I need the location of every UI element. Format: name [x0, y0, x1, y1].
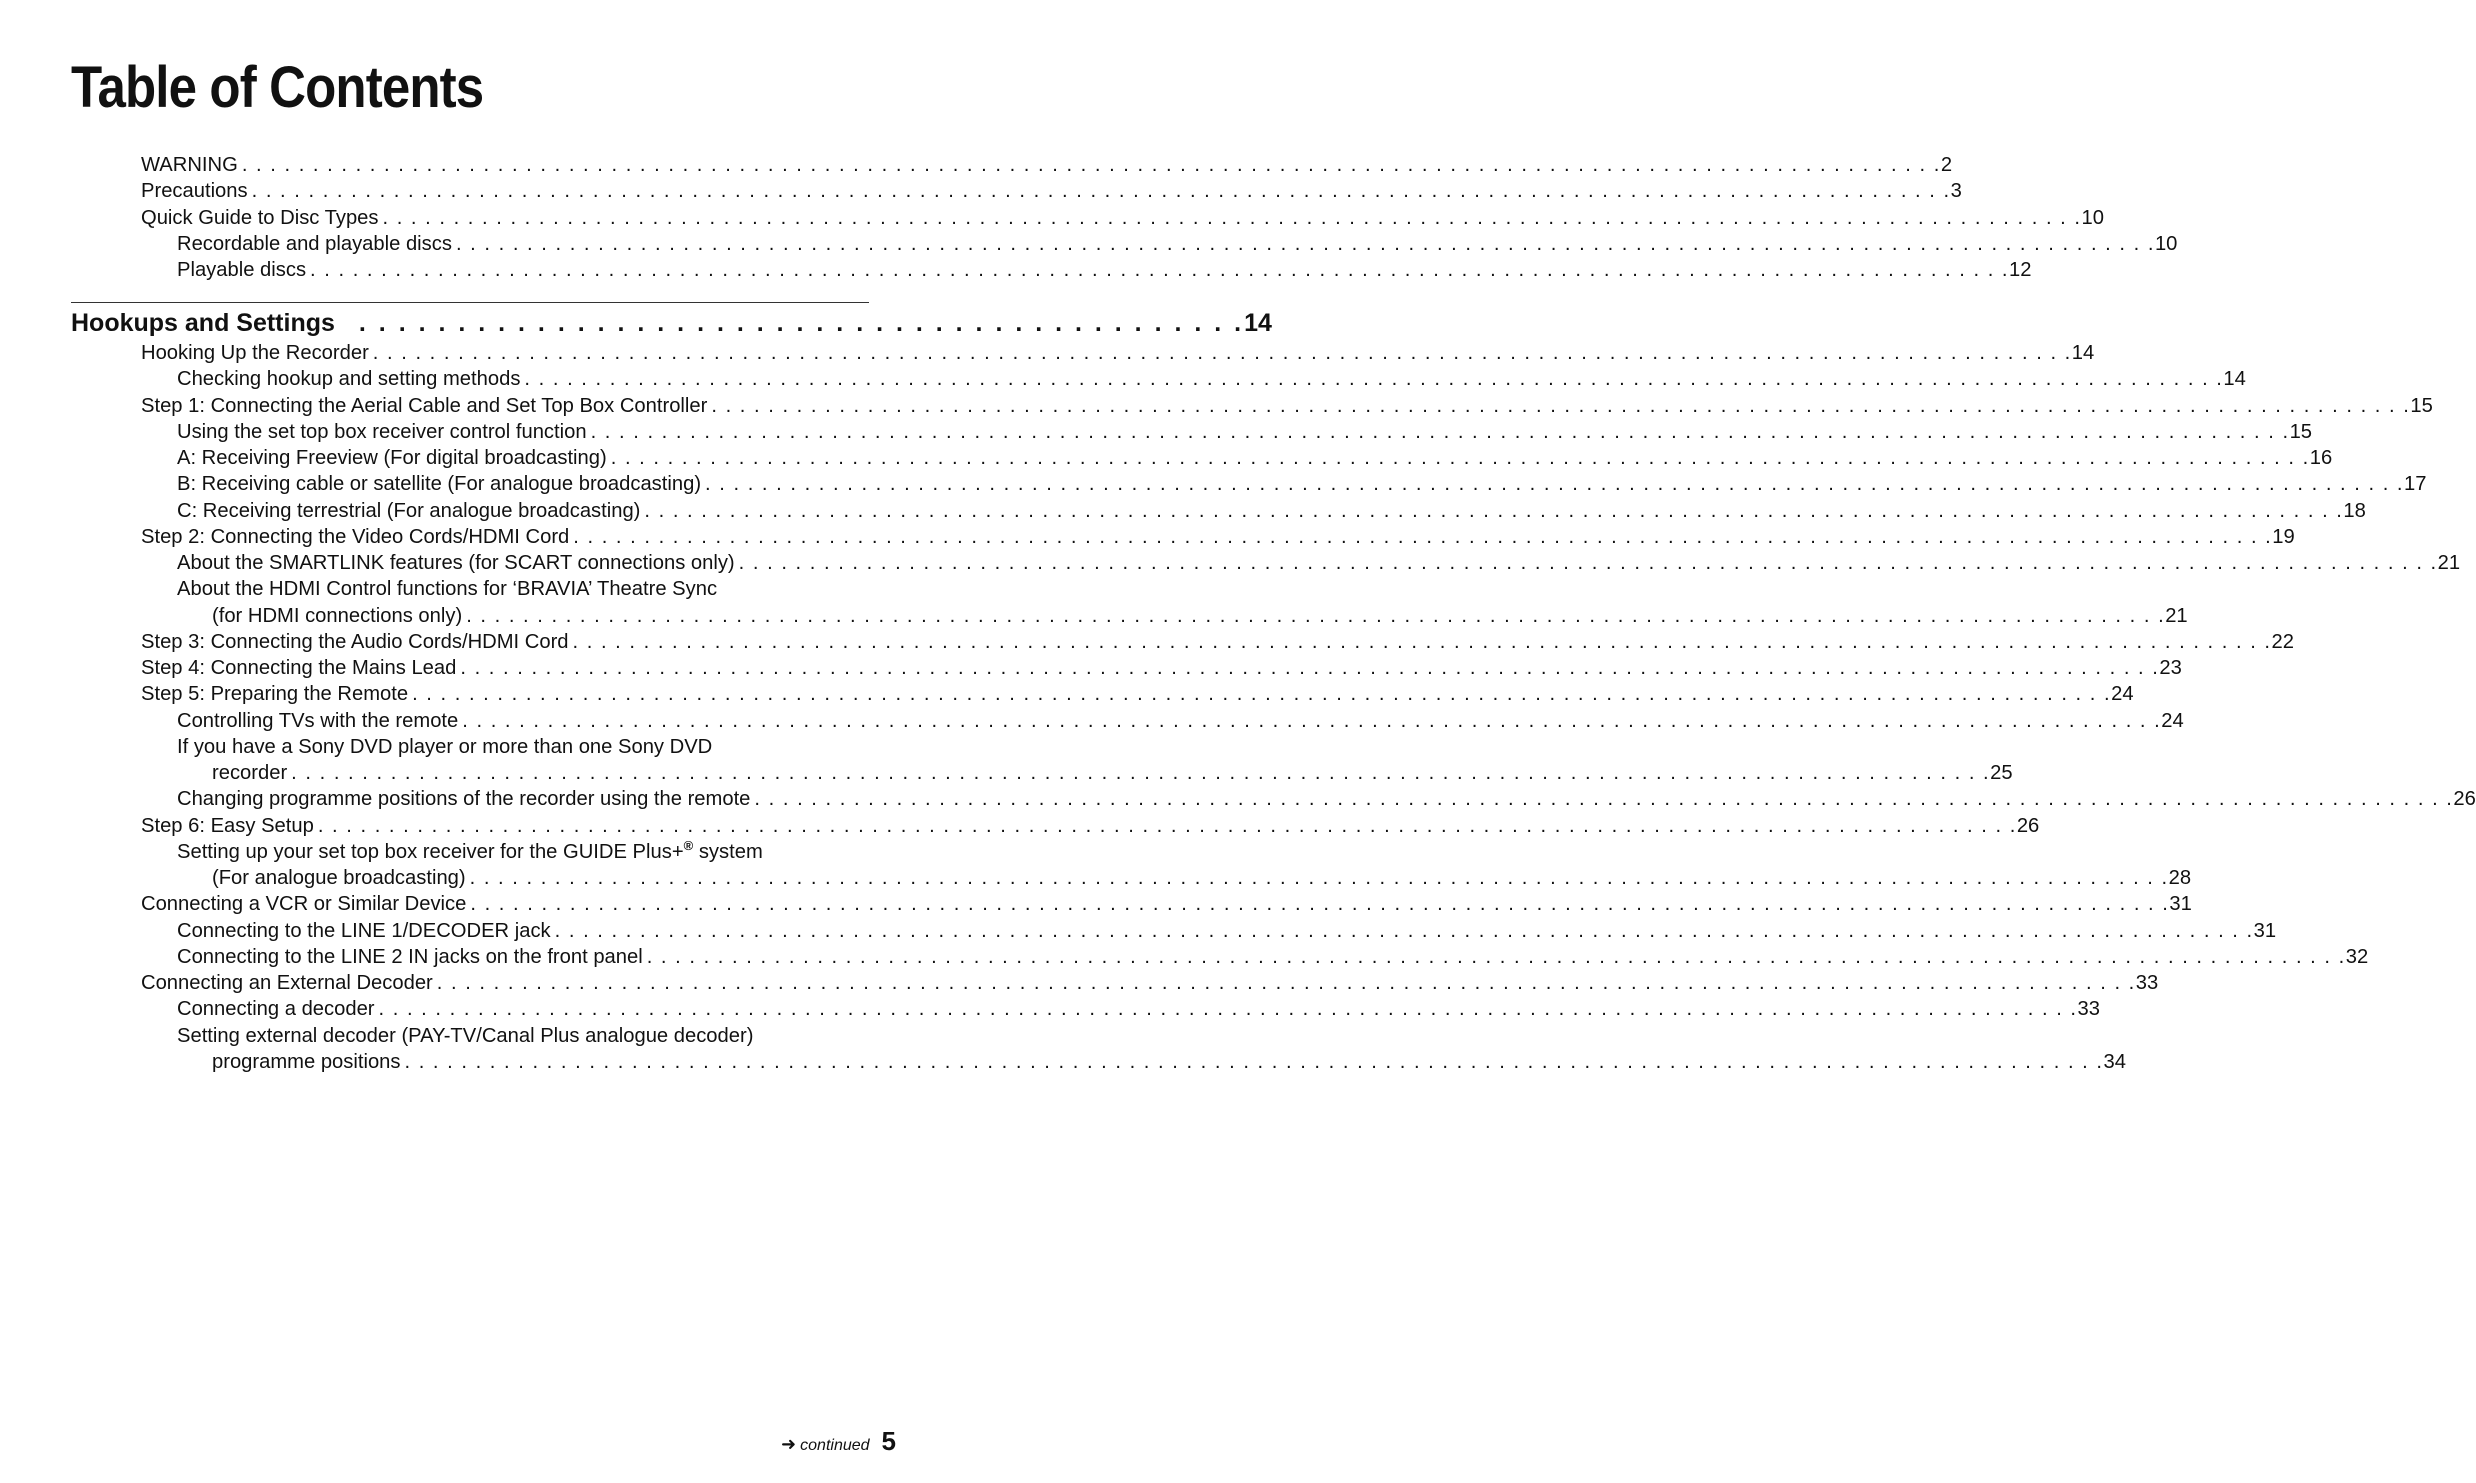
- toc-page-number: 15: [2410, 394, 2433, 417]
- toc-entry-label: [177, 498, 640, 524]
- leader-dots: . . . . . . . . . . . . . . . . . . . . . . . . . . . . . . . . . . . . . . . . . . . . . . . . . . . . . . . . . . . . . . . . . . . . . . . . . . . . . . . . . . . . . . . . . . . . . . . . . . . . . . . . . . . . . . . . . . . . . . . .: [554, 919, 2254, 942]
- toc-entry-label: [177, 786, 750, 812]
- toc-entry-label: [177, 1023, 753, 1049]
- toc-page-number: 23: [2159, 657, 2182, 679]
- toc-entry[interactable]: [177, 471, 2427, 497]
- toc-page-number: 14: [2223, 368, 2246, 391]
- toc-entry-label: [177, 471, 701, 497]
- toc-entry-text: Precautions: [141, 180, 248, 203]
- toc-page-number: 26: [2453, 788, 2476, 811]
- toc-entry-text: About the SMARTLINK features (for SCART connections only): [177, 552, 735, 574]
- toc-entry-text: Changing programme positions of the recorder using the remote: [177, 788, 751, 811]
- toc-entry[interactable]: [141, 340, 2095, 366]
- toc-entry-text: Quick Guide to Disc Types: [141, 206, 379, 229]
- toc-entry-label: [177, 918, 551, 944]
- toc-entry-label: [177, 996, 375, 1022]
- leader-dots: . . . . . . . . . . . . . . . . . . . . . . . . . . . . . . . . . . . . . . . . . . . . . . . . . . . . . . . . . . . . . . . . . . . . . . . . . . . . . . . . . . . . . . . . . . . . . . . . . . . . . . . . . . . . . . . . . . . . . . . .: [382, 206, 2082, 229]
- leader-dots: . . . . . . . . . . . . . . . . . . . . . . . . . . . . . . . . . . . . . . . . . . . . . . . . . . . . . . . . . . . . . . . . . . . . . . . . . . . . . . . . . . . . . . . . . . . . . . . . . . . . . . . . . . . . . . . . . . . . . . . .: [460, 657, 2160, 679]
- toc-entry[interactable]: [177, 944, 2369, 970]
- toc-entry-text: Step 5: Preparing the Remote: [141, 683, 409, 706]
- toc-entry[interactable]: [141, 891, 2192, 917]
- toc-entry[interactable]: [141, 970, 2159, 996]
- toc-entry-label: [177, 231, 452, 257]
- leader-dots: . . . . . . . . . . . . . . . . . . . . . . . . . . . . . . . . . . . . . . . . . . . . . . . . . . . . . . . . . . . . . . . . . . . . . . . . . . . . . . . . . . . . . . . . . . . . . . . . . . . . . . . . . . . . . . . . . . . . . . . .: [590, 420, 2290, 443]
- toc-entry-label: [177, 839, 763, 865]
- toc-entry-label: [141, 340, 369, 366]
- toc-page-number: 15: [2289, 420, 2313, 443]
- toc-entry[interactable]: [141, 629, 2294, 655]
- toc-entry-label: [141, 891, 466, 917]
- toc-entry[interactable]: [212, 603, 2188, 629]
- toc-entry-label: [141, 681, 408, 707]
- toc-page-number: 16: [2309, 447, 2333, 469]
- leader-dots: . . . . . . . . . . . . . . . . . . . . . . . . . . . . . . . . . . . . . . . . . . . . . . . . . . . . . . . . . . . . . . . . . . . . . . . . . . . . . . . . . . . . . . . . . . . . . . . . . . . . . . . . . . . . . . . . . . . . . . . .: [436, 972, 2136, 994]
- toc-entry-label: [177, 708, 458, 734]
- toc-entry[interactable]: [177, 576, 717, 602]
- toc-entry-text: About the HDMI Control functions for ‘BRAVIA’ Theatre Sync: [177, 578, 718, 601]
- toc-entry[interactable]: [177, 366, 2246, 392]
- toc-entry-label: [212, 760, 287, 786]
- leader-dots: . . . . . . . . . . . . . . . . . . . . . . . . . . . . . . . . . . . . . . . . . . . . . . . . . . . . . . . . . . . . . . . . . . . . . . . . . . . . . . . . . . . . . . . . . . . . . . . . . . . . . . . . . . . . . . . . . . . . . . . .: [738, 552, 2438, 574]
- toc-entry-text: Using the set top box receiver control function: [177, 420, 587, 443]
- toc-page-number: 28: [2168, 867, 2192, 889]
- leader-dots: . . . . . . . . . . . . . . . . . . . . . . . . . . . . . . . . . . . . . . . . . . . . . . . . . . . . . . . . . . . . . . . . . . . . . . . . . . . . . . . . . . . . . . . . . . . . . . . . . . . . . . . . . . . . . . . . . . . . . . . .: [310, 259, 2010, 282]
- toc-entry-label: [141, 813, 314, 839]
- toc-entry-text: Setting external decoder (PAY-TV/Canal Plus analogue decoder): [177, 1024, 754, 1047]
- leader-dots: . . . . . . . . . . . . . . . . . . . . . . . . . . . . . . . . . . . . . . . . . . . . . . . . . . . . . . . . . . . . . . . . . . . . . . . . . . . . . . . . . . . . . . . . . . . . . . . . . . . . . . . . . . . . . . . . . . . . . . . .: [378, 998, 2078, 1021]
- toc-page-number: 24: [2111, 683, 2134, 706]
- leader-dots: . . . . . . . . . . . . . . . . . . . . . . . . . . . . . . . . . . . . . . . . . . . . . . . . . . . . . . . . . . . . . . . . . . . . . . . . . . . . . . . . . . . . . . . . . . . . . . . . . . . . . . . . . . . . . . . . . . . . . . . .: [646, 945, 2346, 968]
- toc-entry-text: Recordable and playable discs: [177, 232, 452, 255]
- leader-dots: . . . . . . . . . . . . . . . . . . . . . . . . . . . . . . . . . . . . . . . . . . . . . . . . . . . . . . . . . . . . . . . . . . . . . . . . . . . . . . . . . . . . . . . . . . . . . . . . . . . . . . . . . . . . . . . . . . . . . . . .: [644, 499, 2344, 522]
- toc-page-number: 31: [2169, 893, 2192, 916]
- leader-dots: . . . . . . . . . . . . . . . . . . . . . . . . . . . . . . . . . . . . . . . . . . . . . . . . . . . . . . . . . . . . . . . . . . . . . . . . . . . . . . . . . . . . . . . . . . . . . . . . . . . . . . . . . . . . . . . . . . . . . . . .: [469, 867, 2169, 889]
- toc-entry[interactable]: [212, 1049, 2126, 1075]
- leader-dots: . . . . . . . . . . . . . . . . . . . . . . . . . . . . . . . . . . . . . . . . . . . . . . . . . . . . . . . . . . . . . . . . . . . . . . . . . . . . . . . . . . . . . . . . . . . . . . . . . . . . . . . . . . . . . . . . . . . . . . . .: [241, 154, 1941, 176]
- leader-dots: . . . . . . . . . . . . . . . . . . . . . . . . . . . . . . . . . . . . . . . . . . . . . . . . . . . . . . . . . . . . . . . . . . . . . . . . . . . . . . . . . . . . . . . . . . . . . . . . . . . . . . . . . . . . . . . . . . . . . . . .: [470, 893, 2170, 916]
- toc-entry-label: [212, 865, 466, 891]
- toc-entry[interactable]: [177, 839, 763, 865]
- toc-entry-label: [177, 419, 587, 445]
- toc-page-number: 22: [2271, 630, 2294, 653]
- toc-entry-label: [141, 393, 707, 419]
- leader-dots: . . . . . . . . . . . . . . . . . . . . . . . . . . . . . . . . . . . . . . . . . . . . . . . . . . . . . . . . . . . . . . . . . . . . . . . . . . . . . . . . . . . . . . . . . . . . . . . . . . . . . . . . . . . . . . . . . . . . . . . .: [572, 630, 2272, 653]
- toc-page-number: 21: [2165, 604, 2188, 627]
- toc-entry-label: [177, 734, 712, 760]
- toc-page-number: 12: [2009, 259, 2032, 282]
- toc-entry[interactable]: [177, 708, 2184, 734]
- leader-dots: . . . . . . . . . . . . . . . . . . . . . . . . . . . . . . . . . . . . . . . . . . . . . . . . . . . . . . . . . . . . . . . . . . . . . . . . . . . . . . . . . . . . . . . . . . . . . . . . . . . . . . . . . . . . . . . . . . . . . . . .: [291, 762, 1991, 784]
- toc-entry-text: Step 3: Connecting the Audio Cords/HDMI Cord: [141, 630, 569, 653]
- toc-entry-text: C: Receiving terrestrial (For analogue broadcasting): [177, 499, 641, 522]
- toc-entry-label: [212, 603, 462, 629]
- toc-entry[interactable]: [141, 524, 2295, 550]
- toc-entry-label: [141, 655, 456, 681]
- toc-entry[interactable]: [141, 205, 2104, 231]
- toc-page-number: 10: [2154, 232, 2178, 255]
- toc-page-number: 31: [2253, 919, 2277, 942]
- toc-entry[interactable]: [177, 498, 2366, 524]
- toc-entry[interactable]: [141, 393, 2433, 419]
- leader-dots: . . . . . . . . . . . . . . . . . . . . . . . . . . . . . . . . . . . . . . . . . . . . . . . . . . . . . . . . . . . . . . . . . . . . . . . . . . . . . . . . . . . . . . . . . . . . . . . . . . . . . . . . . . . . . . . . . . . . . . . .: [573, 525, 2273, 548]
- toc-entry[interactable]: [177, 1023, 753, 1049]
- toc-entry-text: Connecting a VCR or Similar Device: [141, 893, 467, 916]
- toc-page-number: 33: [2077, 998, 2100, 1021]
- toc-entry[interactable]: [212, 760, 2013, 786]
- toc-entry[interactable]: [177, 231, 2178, 257]
- toc-entry-text: Connecting a decoder: [177, 998, 375, 1021]
- leader-dots: . . . . . . . . . . . . . . . . . . . . . . . . . . . . . . . . . . . . . . . . . . . . . . . . . . . . . . . . . . . . . . . . . . . . . . . . . . . . . . . . . . . . . . . . . . . . . . . . . . . . . . . . . . . . . . . . . . . . . . . .: [317, 814, 2017, 837]
- section-divider: [71, 302, 869, 303]
- toc-page-number: 17: [2404, 473, 2427, 496]
- toc-entry-label: [141, 629, 569, 655]
- toc-entry[interactable]: [177, 257, 2032, 283]
- toc-entry-label: [177, 944, 643, 970]
- toc-page-number: 32: [2345, 945, 2369, 968]
- leader-dots: . . . . . . . . . . . . . . . . . . . . . . . . . . . . . . . . . . . . . . . . . . . . . . . . . . . . . . . . . . . . . . . . . . . . . . . . . . . . . . . . . . . . . . . . . . . . . . . . . . . . . . . . . . . . . . . . . . . . . . . .: [524, 368, 2224, 391]
- toc-entry[interactable]: [177, 734, 712, 760]
- toc-entry-text: Connecting to the LINE 1/DECODER jack: [177, 919, 551, 942]
- toc-entry-label: [177, 257, 306, 283]
- toc-page-number: 33: [2135, 972, 2159, 994]
- toc-entry[interactable]: [177, 445, 2333, 471]
- leader-dots: . . . . . . . . . . . . . . . . . . . . . . . . . . . . . . . . . . . . . . . . . . . . . . . . . . . . . . . . . . . . . . . . . . . . . . . . . . . . . . . . . . . . . . . . . . . . . . . . . . . . . . . . . . . . . . . . . . . . . . . .: [711, 394, 2411, 417]
- toc-entry[interactable]: [141, 178, 1962, 204]
- toc-page-number: 14: [2071, 342, 2095, 364]
- toc-entry-text: Step 6: Easy Setup: [141, 814, 314, 837]
- toc-entry-label: [141, 205, 379, 231]
- toc-page-number: 26: [2016, 814, 2040, 837]
- toc-entry-label: [177, 445, 607, 471]
- leader-dots: . . . . . . . . . . . . . . . . . . . . . . . . . . . . . . . . . . . . . . . . . . . . . . . . . . . . . . . . . . . . . . . . . . . . . . . . . . . . . . . . . . . . . . . . . . . . . . . . . . . . . . . . . . . . . . . . . . . . . . . .: [610, 447, 2310, 469]
- toc-entry-label: [212, 1049, 401, 1075]
- leader-dots: . . . . . . . . . . . . . . . . . . . . . . . . . . . . . . . . . . . . . . . . . . . . . . . . . . . . . . . . . . . . . . . . . . . . . . . . . . . . . . . . . . . . . . . . . . . . . . . . . . . . . . . . . . . . . . . . . . . . . . . .: [705, 473, 2405, 496]
- toc-entry-label: [141, 970, 433, 996]
- toc-entry-text: programme positions: [212, 1050, 401, 1073]
- leader-dots: . . . . . . . . . . . . . . . . . . . . . . . . . . . . . . . . . . . . . . . . . . . . . . . . . . . . . . . . . . . . . . . . . . . . . . . . . . . . . . . . . . . . . . . . . . . . . . . . . . . . . . . . . . . . . . . . . . . . . . . .: [754, 788, 2454, 811]
- toc-entry-text: Controlling TVs with the remote: [177, 709, 459, 732]
- toc-page-number: 18: [2343, 499, 2366, 522]
- section-title: Hookups and Settings: [71, 309, 335, 337]
- toc-page-number: 10: [2081, 206, 2104, 229]
- arrow-right-icon: ➜: [781, 1434, 797, 1454]
- toc-entry-suffix: system: [693, 840, 763, 863]
- toc-entry[interactable]: [141, 152, 1953, 178]
- toc-entry-text: Playable discs: [177, 259, 307, 282]
- toc-entry-text: If you have a Sony DVD player or more than one Sony DVD: [177, 735, 713, 758]
- toc-entry-label: [141, 152, 238, 178]
- leader-dots: . . . . . . . . . . . . . . . . . . . . . . . . . . . . . . . . . . . . . . . . . . . . . . . . . . . . . . . . . . . . . . . . . . . . . . . . . . . . . . . . . . . . . . . . . . . . . . . . . . . . . . . . . . . . . . . . . . . . . . . .: [372, 342, 2072, 364]
- toc-page-number: 24: [2161, 709, 2184, 732]
- toc-entry-text: Connecting to the LINE 2 IN jacks on the front panel: [177, 945, 643, 968]
- section-page-number: 14: [1244, 309, 1272, 337]
- toc-page-number: 19: [2272, 525, 2295, 548]
- page-footer: [781, 1426, 896, 1457]
- toc-entry-text: Connecting an External Decoder: [141, 972, 433, 994]
- toc-entry-text: Step 4: Connecting the Mains Lead: [141, 657, 457, 679]
- leader-dots: . . . . . . . . . . . . . . . . . . . . . . . . . . . . . . . . . . . . . . . . . . . . . . . . . . . . . . . . . . . . . . . . . . . . . . . . . . . . . . . . . . . . . . . . . . . . . . . . . . . . . . . . . . . . . . . . . . . . . . . .: [404, 1050, 2104, 1073]
- section-heading[interactable]: [71, 306, 1272, 340]
- toc-page-number: 2: [1940, 154, 1953, 176]
- toc-entry-label: [177, 550, 735, 576]
- toc-entry[interactable]: [212, 865, 2192, 891]
- toc-page-number: 25: [1990, 762, 2013, 784]
- toc-entry[interactable]: [177, 419, 2313, 445]
- leader-dots: . . . . . . . . . . . . . . . . . . . . . . . . . . . . . . . . . . . . . . . . . . . . . . . . . . . . . . . . . . . . . . . . . . . . . . . . . . . . . . . . . . . . . . . . . . . . . . . . . . . . . . . . . . . . . . . . . . . . . . . .: [412, 683, 2112, 706]
- leader-dots: . . . . . . . . . . . . . . . . . . . . . . . . . . . . . . . . . . . . . . . . . . . . . . . . . . . . . . . . . . . . . . . . . . . . . . . . . . . . . . . . . . . . . . . . . . . . . . . . . . . . . . . . . . . . . . . . . . . . . . . .: [466, 604, 2166, 627]
- toc-entry-label: [141, 524, 569, 550]
- toc-entry[interactable]: [177, 918, 2277, 944]
- toc-entry-text: A: Receiving Freeview (For digital broadcasting): [177, 447, 607, 469]
- toc-entry-text: Setting up your set top box receiver for the GUIDE Plus+: [177, 840, 684, 863]
- toc-entry[interactable]: [141, 813, 2040, 839]
- toc-entry-text: Step 2: Connecting the Video Cords/HDMI Cord: [141, 525, 570, 548]
- toc-entry-text: Hooking Up the Recorder: [141, 342, 369, 364]
- toc-entry-text: (for HDMI connections only): [212, 604, 463, 627]
- toc-entry-text: (For analogue broadcasting): [212, 867, 466, 889]
- toc-entry-label: [177, 576, 717, 602]
- toc-entry[interactable]: [141, 681, 2134, 707]
- toc-entry-text: recorder: [212, 762, 288, 784]
- toc-entry[interactable]: [177, 786, 2476, 812]
- leader-dots: . . . . . . . . . . . . . . . . . . . . . . . . . . . . . . . . . . . . . . . . . . . . . . . . . . . . . . . . . . . . . . . . . . . . . . . . . . . . . . . . . . . . . . . . . . . . . . . . . . . . . . . . . . . . . . . . . . . . . . . .: [462, 709, 2162, 732]
- toc-page-number: 34: [2103, 1050, 2126, 1073]
- leader-dots: . . . . . . . . . . . . . . . . . . . . . . . . . . . . . . . . . . . . . . . . . . . . . . . . . . . . . . . . . . . . . . . . . . . . . . . . . . . . . . . . . . . . . . . . . . . . . . . . . . . . . . . . . . . . . . . . . . . . . . . .: [251, 180, 1951, 203]
- toc-entry-text: WARNING: [141, 154, 238, 176]
- registered-mark: ®: [683, 837, 694, 853]
- page-title: Table of Contents: [71, 55, 484, 120]
- toc-page-number: 3: [1950, 180, 1962, 203]
- page-number: 5: [881, 1426, 896, 1456]
- toc-entry[interactable]: [141, 655, 2182, 681]
- toc-entry-label: [141, 178, 248, 204]
- toc-entry[interactable]: [177, 996, 2100, 1022]
- continued-label: continued: [800, 1437, 870, 1454]
- toc-entry-text: Checking hookup and setting methods: [177, 368, 521, 391]
- toc-entry-text: B: Receiving cable or satellite (For analogue broadcasting): [177, 473, 702, 496]
- toc-entry[interactable]: [177, 550, 2461, 576]
- section-leader-dots: . . . . . . . . . . . . . . . . . . . . . . . . . . . . . . . . . . . . . . . . . . . . .: [358, 309, 1245, 337]
- toc-entry-label: [177, 366, 520, 392]
- toc-entry-text: Step 1: Connecting the Aerial Cable and Set Top Box Controller: [141, 394, 708, 417]
- leader-dots: . . . . . . . . . . . . . . . . . . . . . . . . . . . . . . . . . . . . . . . . . . . . . . . . . . . . . . . . . . . . . . . . . . . . . . . . . . . . . . . . . . . . . . . . . . . . . . . . . . . . . . . . . . . . . . . . . . . . . . . .: [455, 232, 2155, 255]
- toc-page-number: 21: [2437, 552, 2461, 574]
